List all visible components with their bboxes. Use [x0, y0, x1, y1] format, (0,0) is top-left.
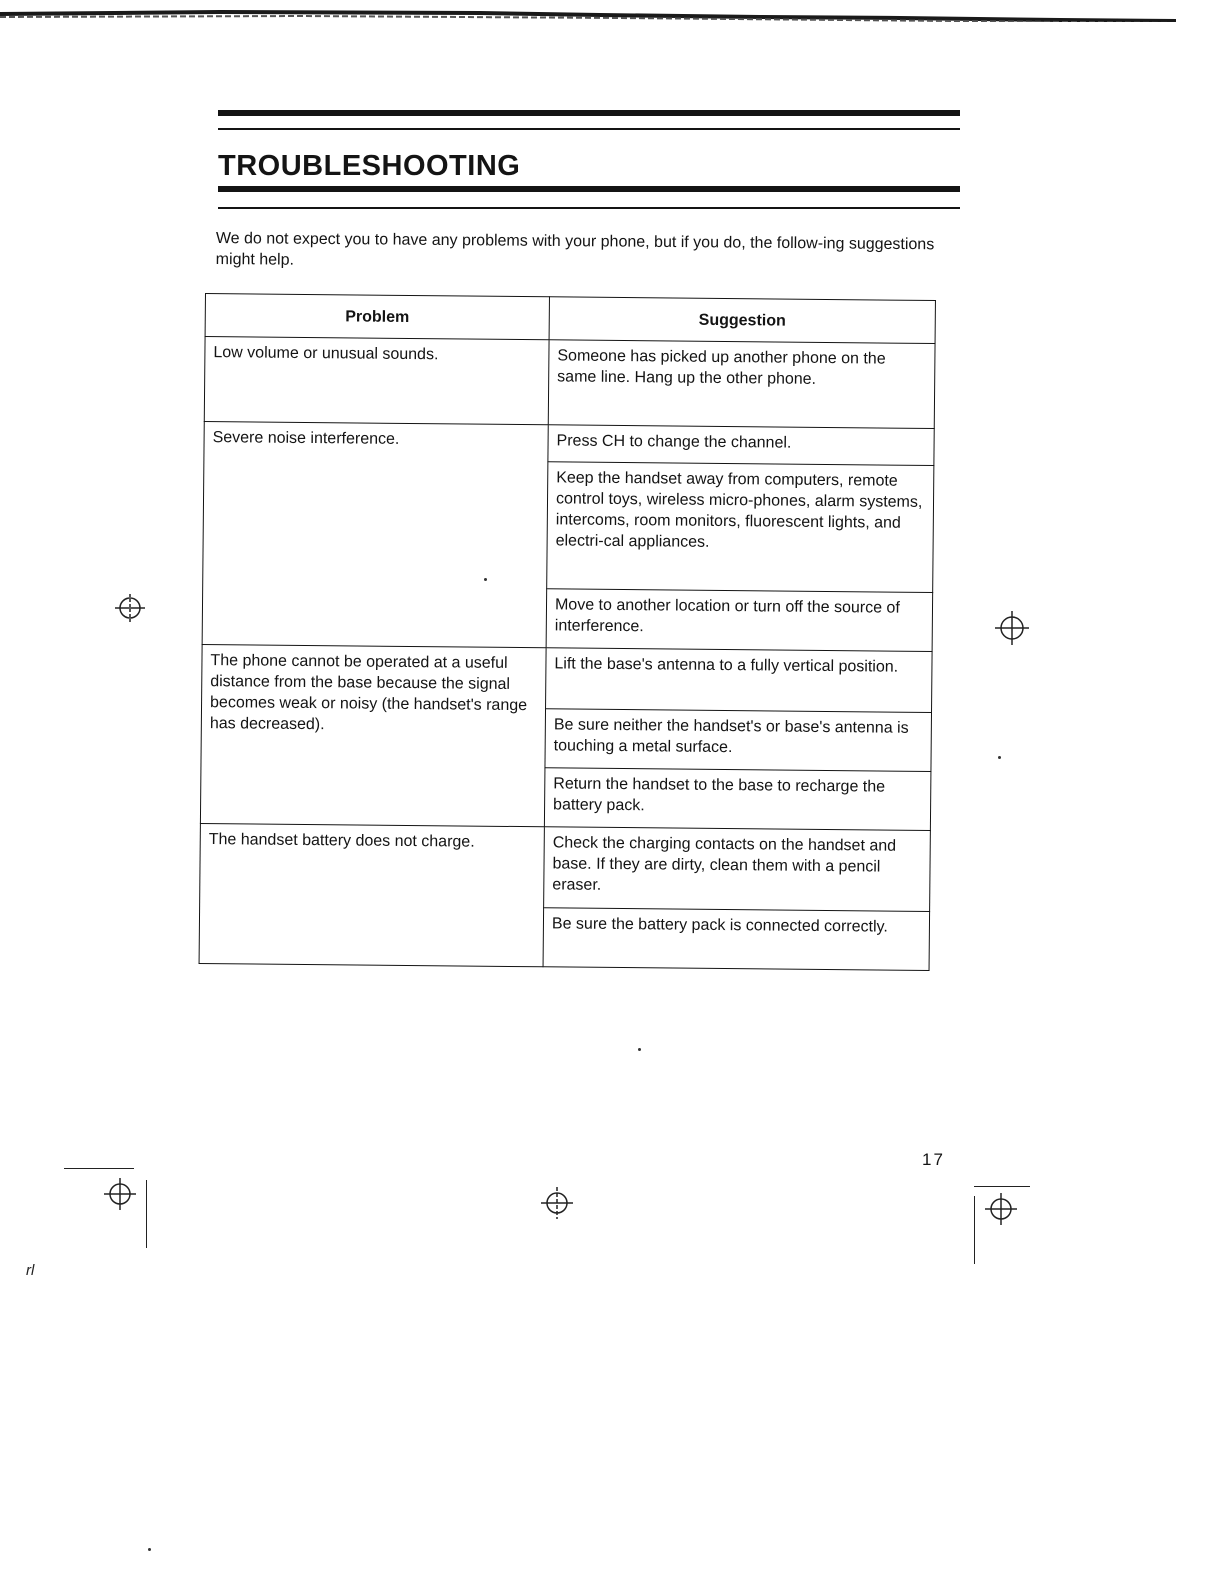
scan-speck	[484, 578, 487, 581]
suggestion-cell: Be sure neither the handset's or base's antenna is touching a metal surface.	[545, 709, 932, 772]
page-number: 17	[922, 1150, 945, 1169]
registration-mark-icon	[538, 1184, 576, 1222]
table-header-row	[205, 294, 935, 344]
troubleshooting-table-wrapper	[199, 293, 935, 971]
registration-mark-icon	[992, 608, 1032, 648]
header-rule-bottom-thin	[218, 207, 960, 209]
scan-speck	[998, 756, 1001, 759]
table-row	[202, 644, 933, 712]
crop-line	[146, 1180, 147, 1248]
problem-cell: The phone cannot be operated at a useful distance from the base because the signal becomes weak or noisy (the handset's range has decreased).	[200, 644, 546, 826]
troubleshooting-table	[199, 293, 936, 971]
registration-mark-icon	[102, 1176, 138, 1212]
suggestion-cell: Lift the base's antenna to a fully vertical position.	[546, 648, 933, 713]
crop-line	[974, 1196, 975, 1264]
intro-paragraph: We do not expect you to have any problems with your phone, but if you do, the follow-ing suggestions might help.	[215, 229, 935, 269]
suggestion-cell: Press CH to change the channel.	[548, 425, 934, 466]
table-row	[200, 823, 931, 911]
problem-cell: Low volume or unusual sounds.	[204, 337, 549, 425]
crop-line	[974, 1186, 1030, 1187]
page-title: TROUBLESHOOTING	[218, 150, 521, 182]
suggestion-cell: Return the handset to the base to recharge the battery pack.	[544, 768, 931, 831]
registration-mark-icon	[982, 1190, 1020, 1228]
suggestion-cell: Move to another location or turn off the source of interference.	[546, 589, 933, 652]
suggestion-cell: Check the charging contacts on the handset and base. If they are dirty, clean them with a pencil eraser.	[544, 827, 931, 912]
table-row	[204, 337, 935, 429]
suggestion-cell: Keep the handset away from computers, remote control toys, wireless micro-phones, alarm systems, intercoms, room monitors, fluorescent lights, and electri-cal appliances.	[547, 462, 934, 593]
problem-cell: The handset battery does not charge.	[199, 823, 544, 966]
registration-mark-icon	[112, 590, 148, 626]
crop-line	[64, 1168, 134, 1169]
scan-speck	[148, 1548, 151, 1551]
header-rule-top	[218, 110, 960, 116]
header-problem: Problem	[205, 294, 549, 340]
problem-cell: Severe noise interference.	[202, 421, 548, 647]
scan-noise-top	[0, 8, 1176, 22]
suggestion-cell: Be sure the battery pack is connected correctly.	[543, 908, 930, 971]
scan-speck	[638, 1048, 641, 1051]
table-row	[204, 421, 934, 465]
margin-mark: rl	[26, 1262, 35, 1279]
header-rule-bottom	[218, 186, 960, 192]
header-rule-top-thin	[218, 128, 960, 130]
suggestion-cell: Someone has picked up another phone on the same line. Hang up the other phone.	[548, 340, 935, 429]
header-suggestion: Suggestion	[549, 297, 935, 344]
